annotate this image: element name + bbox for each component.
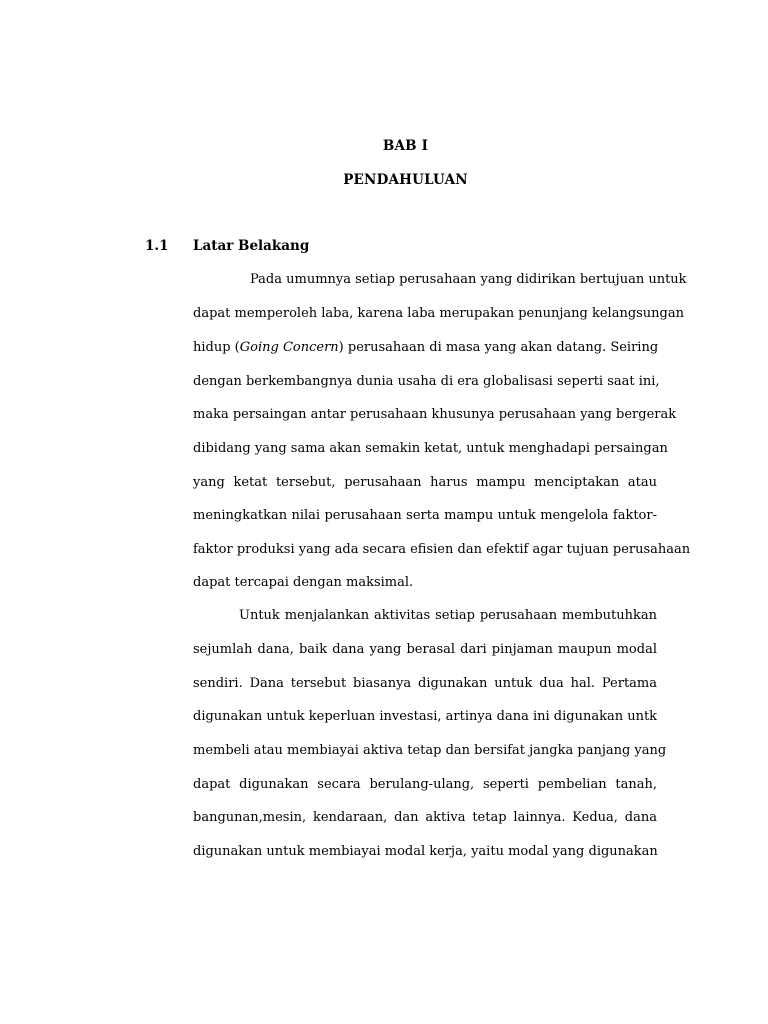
paragraph-line: Pada umumnya setiap perusahaan yang didirikan bertujuan untuk	[250, 272, 687, 287]
paragraph-line-with-italic	[193, 339, 657, 357]
italic-term: Going Concern	[239, 340, 339, 355]
paragraph-line: membeli atau membiayai aktiva tetap dan bersifat jangka panjang yang	[193, 743, 667, 758]
paragraph-line: digunakan untuk keperluan investasi, artinya dana ini digunakan untk	[193, 709, 658, 724]
section-number: 1.1	[145, 238, 169, 254]
paragraph-line: dapat tercapai dengan maksimal.	[193, 575, 414, 590]
paragraph-line: bangunan,mesin, kendaraan, dan aktiva tetap lainnya. Kedua, dana	[193, 810, 657, 825]
paragraph-line: maka persaingan antar perusahaan khusunya perusahaan yang bergerak	[193, 407, 677, 422]
paragraph-line: dibidang yang sama akan semakin ketat, untuk menghadapi persaingan	[193, 441, 668, 456]
chapter-number: BAB I	[382, 138, 429, 154]
section-title: Latar Belakang	[193, 238, 310, 254]
paragraph-line: sendiri. Dana tersebut biasanya digunakan untuk dua hal. Pertama	[193, 676, 657, 691]
paragraph-line: sejumlah dana, baik dana yang berasal dari pinjaman maupun modal	[193, 642, 657, 657]
paragraph-line: yang ketat tersebut, perusahaan harus mampu menciptakan atau	[193, 475, 657, 490]
paragraph-line: dapat digunakan secara berulang-ulang, seperti pembelian tanah,	[193, 777, 657, 792]
paragraph-line: meningkatkan nilai perusahaan serta mampu untuk mengelola faktor-	[193, 508, 657, 523]
paragraph-line: digunakan untuk membiayai modal kerja, yaitu modal yang digunakan	[193, 844, 658, 859]
paragraph-line: dapat memperoleh laba, karena laba merupakan penunjang kelangsungan	[193, 306, 684, 321]
paragraph-line: Untuk menjalankan aktivitas setiap perusahaan membutuhkan	[239, 608, 657, 623]
chapter-title: PENDAHULUAN	[343, 172, 468, 188]
paragraph-line: faktor produksi yang ada secara efisien dan efektif agar tujuan perusahaan	[193, 542, 691, 557]
text-fragment: hidup (	[193, 340, 240, 355]
paragraph-line: dengan berkembangnya dunia usaha di era globalisasi seperti saat ini,	[193, 374, 660, 389]
text-fragment: ) perusahaan di masa yang akan datang. Seiring	[338, 340, 659, 355]
